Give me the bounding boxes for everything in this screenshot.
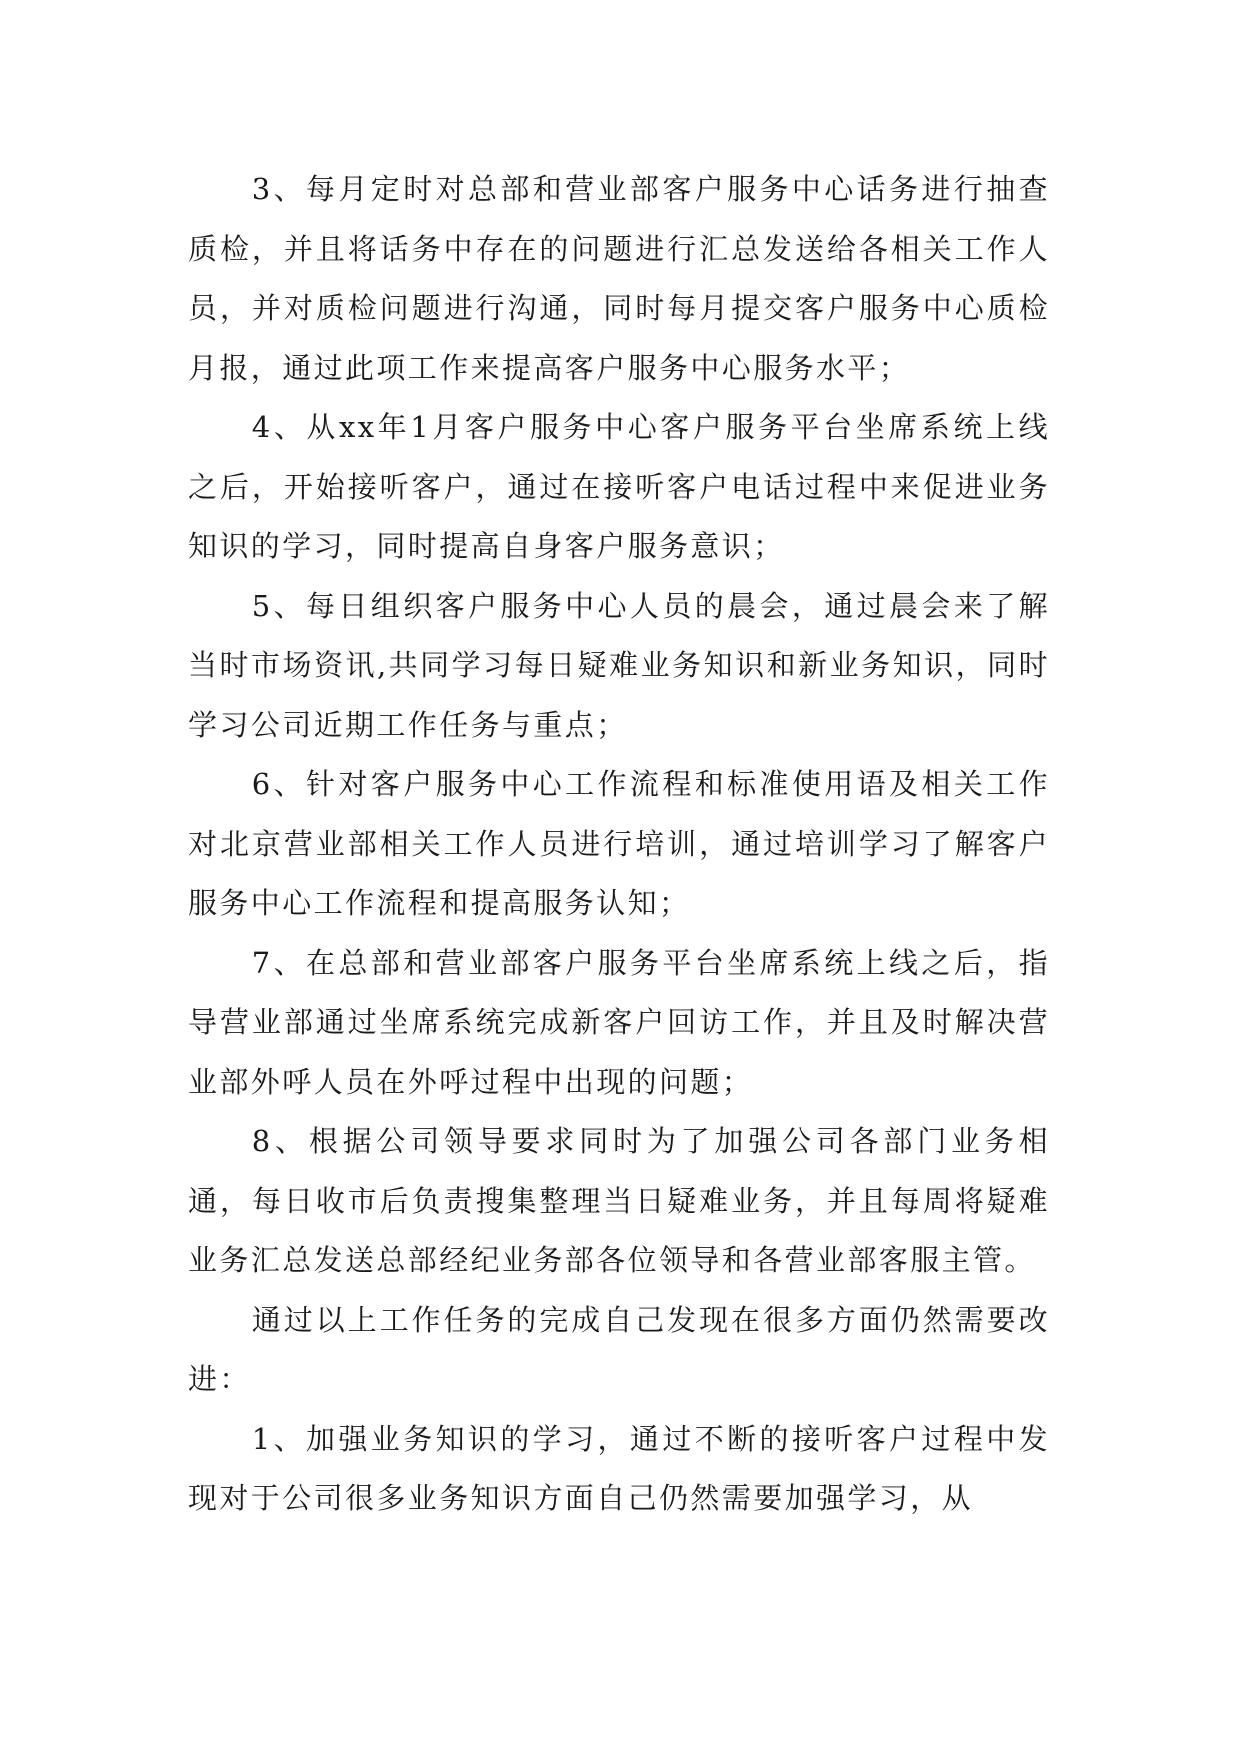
paragraph-item-8: 8、根据公司领导要求同时为了加强公司各部门业务相通，每日收市后负责搜集整理当日疑难业务，并且每周将疑难业务汇总发送总部经纪业务部各位领导和各营业部客服主管。 — [188, 1124, 1050, 1277]
paragraph-item-6: 6、针对客户服务中心工作流程和标准使用语及相关工作对北京营业部相关工作人员进行培训，通过培训学习了解客户服务中心工作流程和提高服务认知； — [188, 767, 1050, 920]
paragraph-summary: 通过以上工作任务的完成自己发现在很多方面仍然需要改进： — [188, 1302, 1050, 1396]
document-body — [188, 160, 1050, 1529]
paragraph-item-5: 5、每日组织客户服务中心人员的晨会，通过晨会来了解当时市场资讯,共同学习每日疑难业务知识和新业务知识，同时学习公司近期工作任务与重点； — [188, 588, 1050, 742]
paragraph-improvement-1: 1、加强业务知识的学习，通过不断的接听客户过程中发现对于公司很多业务知识方面自己仍然需要加强学习，从 — [188, 1421, 1050, 1515]
paragraph-item-4: 4、从xx年1月客户服务中心客户服务平台坐席系统上线之后，开始接听客户，通过在接听客户电话过程中来促进业务知识的学习，同时提高自身客户服务意识； — [188, 410, 1050, 563]
paragraph-item-7: 7、在总部和营业部客户服务平台坐席系统上线之后，指导营业部通过坐席系统完成新客户回访工作，并且及时解决营业部外呼人员在外呼过程中出现的问题； — [188, 945, 1050, 1099]
paragraph-item-3: 3、每月定时对总部和营业部客户服务中心话务进行抽查质检，并且将话务中存在的问题进行汇总发送给各相关工作人员，并对质检问题进行沟通，同时每月提交客户服务中心质检月报，通过此项工作来提高客户服务中心服务水平； — [188, 172, 1050, 385]
